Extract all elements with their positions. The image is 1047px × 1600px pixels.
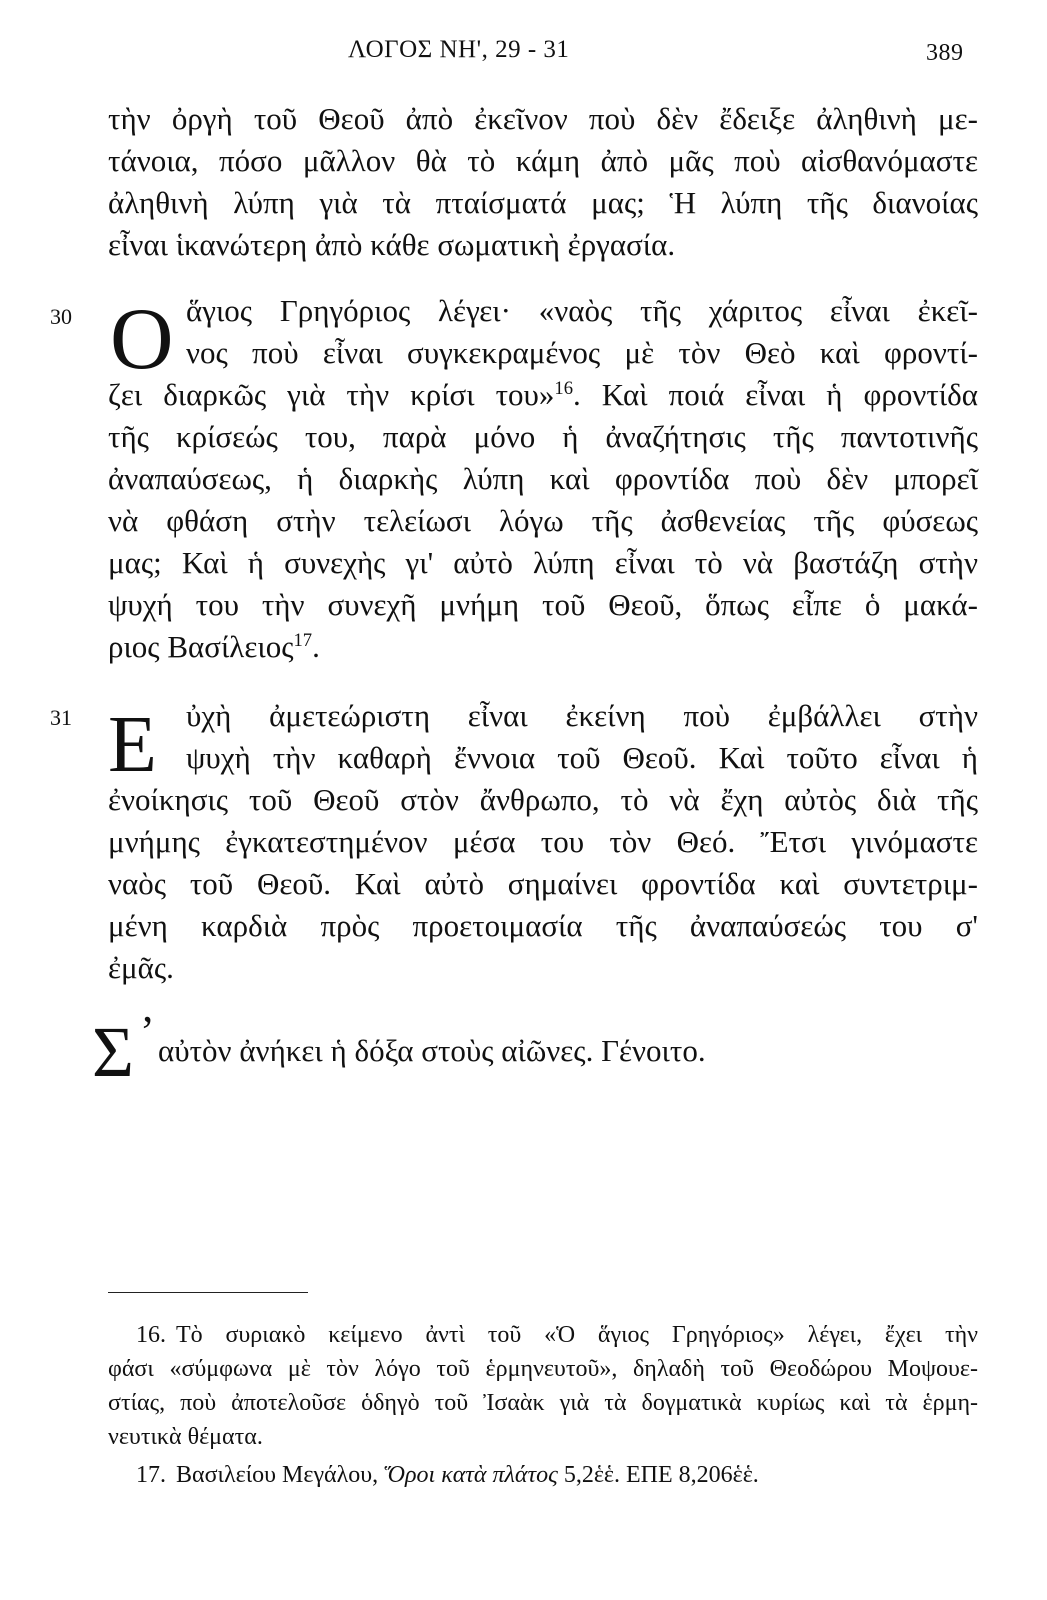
book-title: Ὅροι κατὰ πλάτος: [384, 1462, 558, 1488]
text-line: μνήμης ἐγκατεστημένον μέσα του τὸν Θεό. Ἔτσι γινόμαστε: [108, 824, 978, 859]
text-run: Τὸ συριακὸ κείμενο ἀντὶ τοῦ «Ὁ ἅγιος Γρηγόριος» λέγει, ἔχει τὴν: [176, 1322, 978, 1348]
drop-cap: Σ: [92, 1012, 134, 1092]
text-line: ψυχὴ τὴν καθαρὴ ἔννοια τοῦ Θεοῦ. Καὶ τοῦτο εἶναι ἡ: [186, 740, 978, 775]
text-line: ἐμᾶς.: [108, 950, 174, 985]
footnote-16: [108, 1318, 978, 1454]
text-line: ψυχή του τὴν συνεχῆ μνήμη τοῦ Θεοῦ, ὅπως εἶπε ὁ μακά-: [108, 587, 978, 622]
apostrophe: ’: [140, 1007, 155, 1056]
closing-doxology: [92, 1007, 992, 1092]
footnote-number: 17.: [136, 1462, 166, 1488]
text-line: εἶναι ἱκανώτερη ἀπὸ κάθε σωματικὴ ἐργασία.: [108, 227, 676, 262]
footnote-number: 16.: [136, 1322, 166, 1348]
footnote-ref: 16: [554, 377, 573, 399]
text-run: .: [312, 629, 320, 664]
section-number: 31: [50, 705, 72, 730]
text-line: ἐνοίκησις τοῦ Θεοῦ στὸν ἄνθρωπο, τὸ νὰ ἔχη αὐτὸς διὰ τῆς: [108, 782, 978, 817]
running-title: ΛΟΓΟΣ ΝΗ', 29 - 31: [348, 36, 570, 63]
page-number: 389: [926, 40, 964, 66]
drop-cap: Ε: [108, 701, 157, 789]
footnote-17: [108, 1458, 978, 1492]
text-line: μας; Καὶ ἡ συνεχὴς γι' αὐτὸ λύπη εἶναι τὸ νὰ βαστάζη στὴν: [108, 545, 978, 580]
footnote-ref: 17: [293, 629, 313, 651]
text-line: φάσι «σύμφωνα μὲ τὸν λόγο τοῦ ἑρμηνευτοῦ», δηλαδὴ τοῦ Θεοδώρου Μοψουε-: [108, 1356, 978, 1382]
closing-text: αὐτὸν ἀνήκει ἡ δόξα στοὺς αἰῶνες. Γένοιτο.: [158, 1033, 706, 1068]
text-line: στίας, ποὺ ἀποτελοῦσε ὁδηγὸ τοῦ Ἰσαὰκ γιὰ τὰ δογματικὰ κυρίως καὶ τὰ ἑρμη-: [108, 1390, 978, 1416]
text-line: νευτικὰ θέματα.: [108, 1424, 263, 1450]
text-line: [108, 1318, 978, 1352]
footnotes: [108, 1318, 978, 1492]
text-line: ἀναπαύσεως, ἡ διαρκὴς λύπη καὶ φροντίδα ποὺ δὲν μπορεῖ: [108, 461, 978, 496]
drop-cap: Ο: [110, 291, 174, 388]
text-line: νὰ φθάση στὴν τελείωσι λόγω τῆς ἀσθενείας τῆς φύσεως: [108, 503, 978, 538]
text-line: νος ποὺ εἶναι συγκεκραμένος μὲ τὸν Θεὸ καὶ φροντί-: [186, 335, 978, 370]
section-body: [108, 374, 978, 668]
paragraph-29-end: [108, 98, 978, 266]
text-line: τὴν ὀργὴ τοῦ Θεοῦ ἀπὸ ἐκεῖνον ποὺ δὲν ἔδειξε ἀληθινὴ με-: [108, 101, 978, 136]
text-line: ναὸς τοῦ Θεοῦ. Καὶ αὐτὸ σημαίνει φροντίδα καὶ συντετριμ-: [108, 866, 978, 901]
text-line: μένη καρδιὰ πρὸς προετοιμασία τῆς ἀναπαύσεώς του σ': [108, 908, 978, 943]
text-line: ἅγιος Γρηγόριος λέγει· «ναὸς τῆς χάριτος εἶναι ἐκεῖ-: [186, 293, 978, 328]
text-run: . Καὶ ποιά εἶναι ἡ φροντίδα: [573, 377, 978, 412]
footnote-rule: [108, 1292, 308, 1293]
text-line: [108, 626, 978, 668]
text-run: ζει διαρκῶς γιὰ τὴν κρίσι του»: [108, 377, 555, 412]
text-run: Βασιλείου Μεγάλου,: [176, 1462, 385, 1488]
text-line: τάνοια, πόσο μᾶλλον θὰ τὸ κάμη ἀπὸ μᾶς ποὺ αἰσθανόμαστε: [108, 143, 978, 178]
text-line: τῆς κρίσεώς του, παρὰ μόνο ἡ ἀναζήτησις τῆς παντοτινῆς: [108, 419, 978, 454]
section-body: [108, 779, 978, 989]
lines-beside-drop-cap: [186, 290, 978, 374]
text-line: ἀληθινὴ λύπη γιὰ τὰ πταίσματά μας; Ἡ λύπη τῆς διανοίας: [108, 185, 978, 220]
text-run: 5,2ἑἑ. ΕΠΕ 8,206ἑἑ.: [557, 1462, 759, 1488]
lines-beside-drop-cap: [186, 695, 978, 779]
text-run: ριος Βασίλειος: [108, 629, 294, 664]
text-line: ὐχὴ ἀμετεώριστη εἶναι ἐκείνη ποὺ ἐμβάλλει στὴν: [186, 698, 978, 733]
section-number: 30: [50, 304, 72, 329]
text-line: [108, 374, 978, 416]
text-line: [108, 1458, 978, 1492]
